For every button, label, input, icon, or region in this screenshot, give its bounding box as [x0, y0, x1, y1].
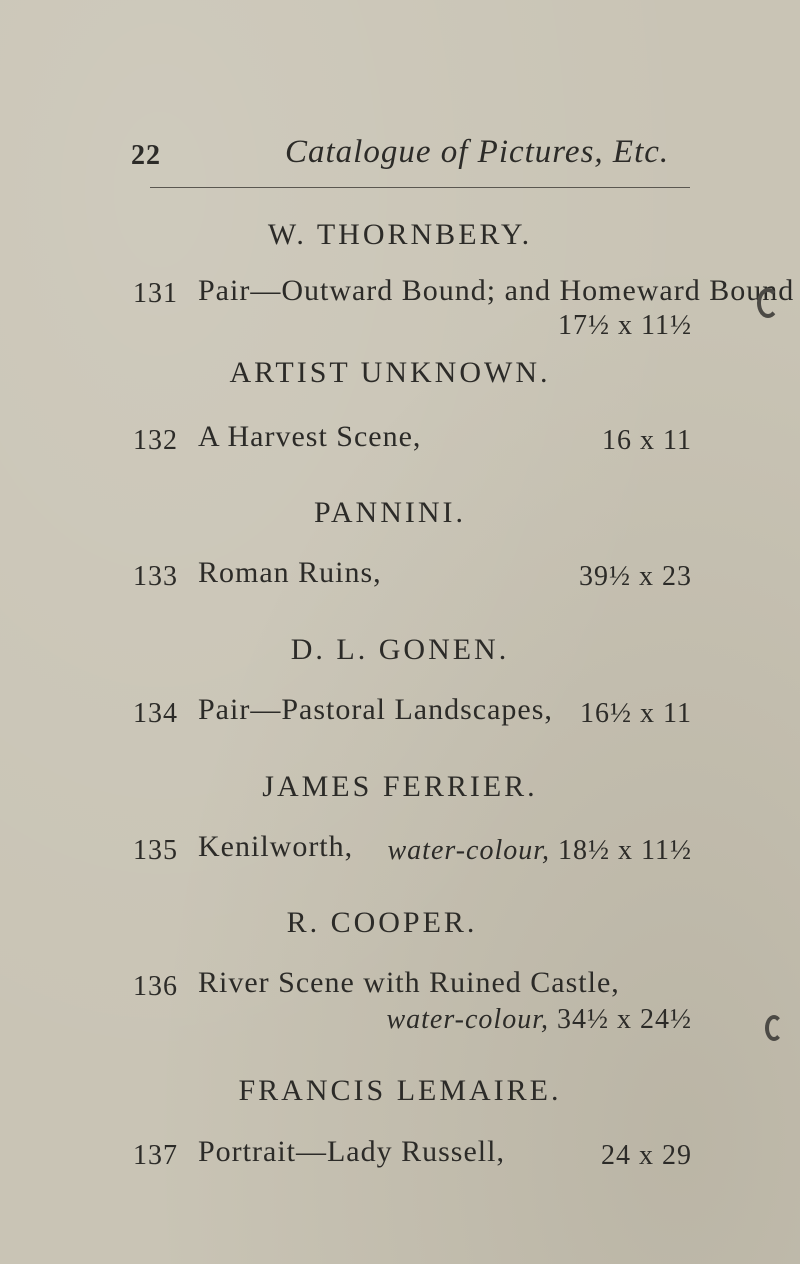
artist-heading: JAMES FERRIER.: [262, 770, 538, 803]
lot-number: 137: [133, 1140, 178, 1171]
lot-number: 132: [133, 425, 178, 456]
lot-number: 131: [133, 278, 178, 309]
lot-size: 34½ x 24½: [557, 1004, 692, 1035]
lot-size: 18½ x 11½: [558, 835, 692, 866]
artist-heading: PANNINI.: [313, 496, 467, 529]
lot-title: Pair—Outward Bound; and Homeward Bound: [198, 274, 795, 307]
lot-title: Portrait—Lady Russell,: [198, 1135, 505, 1168]
page-header: [0, 130, 800, 190]
lot-number: 133: [133, 561, 178, 592]
lot-medium: water-colour,: [386, 1004, 549, 1035]
header-rule: [150, 187, 690, 188]
artist-heading: W. THORNBERY.: [267, 218, 533, 251]
artist-heading: R. COOPER.: [286, 906, 478, 939]
lot-title: Roman Ruins,: [198, 556, 382, 589]
lot-size: 39½ x 23: [579, 561, 692, 592]
lot-size: 17½ x 11½: [558, 310, 692, 341]
artist-heading: D. L. GONEN.: [290, 633, 510, 666]
lot-size: 24 x 29: [601, 1140, 692, 1171]
lot-size-line: [386, 1004, 692, 1036]
running-head: Catalogue of Pictures, Etc.: [285, 134, 670, 170]
lot-title: Pair—Pastoral Landscapes,: [198, 693, 553, 726]
page-number: 22: [131, 140, 161, 171]
lot-size: 16 x 11: [602, 425, 692, 456]
margin-mark: [757, 288, 779, 318]
lot-number: 134: [133, 698, 178, 729]
artist-heading: FRANCIS LEMAIRE.: [238, 1074, 562, 1107]
artist-heading: ARTIST UNKNOWN.: [229, 356, 551, 389]
lot-number: 135: [133, 835, 178, 866]
lot-title: A Harvest Scene,: [198, 420, 422, 453]
margin-mark: [765, 1015, 783, 1041]
lot-title: Kenilworth,: [198, 830, 354, 863]
lot-size: 16½ x 11: [580, 698, 692, 729]
lot-medium: water-colour,: [387, 835, 551, 866]
lot-title: River Scene with Ruined Castle,: [198, 966, 620, 999]
lot-number: 136: [133, 971, 178, 1002]
lot-size-line: [387, 835, 692, 867]
